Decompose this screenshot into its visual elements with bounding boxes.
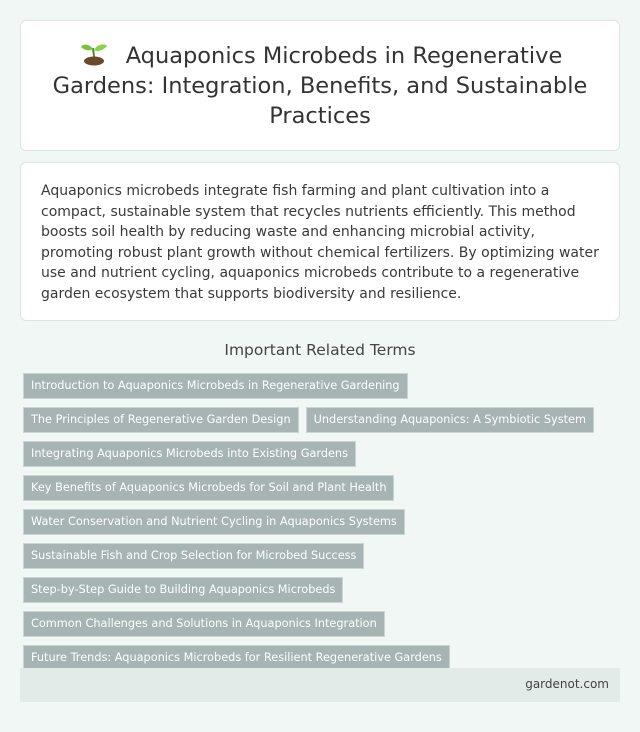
summary-text: Aquaponics microbeds integrate fish farming and plant cultivation into a compact, sustainable system that recycles nutrients efficiently. This method boosts soil health by reducing waste and enhancing microbial activity, promoting robust plant growth without chemical fertilizers. By optimizing water use and nutrient cycling, aquaponics microbeds contribute to a regenerative garden ecosystem that supports biodiversity and resilience. [41, 183, 599, 302]
summary-card [20, 162, 620, 321]
term-tag[interactable]: Water Conservation and Nutrient Cycling in Aquaponics Systems [23, 509, 405, 535]
term-tag[interactable]: Introduction to Aquaponics Microbeds in Regenerative Gardening [23, 373, 408, 399]
site-link[interactable]: gardenot.com [525, 677, 609, 691]
term-tag[interactable]: Step-by-Step Guide to Building Aquaponics Microbeds [23, 577, 343, 603]
term-tag[interactable]: Understanding Aquaponics: A Symbiotic System [306, 407, 594, 433]
related-terms-list [23, 373, 620, 679]
term-tag[interactable]: Sustainable Fish and Crop Selection for Microbed Success [23, 543, 364, 569]
sprout-icon [78, 40, 110, 66]
term-tag[interactable]: The Principles of Regenerative Garden Design [23, 407, 299, 433]
page-title [21, 40, 619, 131]
footer [20, 668, 620, 702]
related-terms-heading: Important Related Terms [224, 341, 416, 359]
term-tag[interactable]: Integrating Aquaponics Microbeds into Existing Gardens [23, 441, 356, 467]
term-tag[interactable]: Common Challenges and Solutions in Aquaponics Integration [23, 611, 385, 637]
term-tag[interactable]: Future Trends: Aquaponics Microbeds for Resilient Regenerative Gardens [23, 645, 450, 671]
title-card [20, 20, 620, 151]
term-tag[interactable]: Key Benefits of Aquaponics Microbeds for Soil and Plant Health [23, 475, 394, 501]
page-title-text: Aquaponics Microbeds in Regenerative Gardens: Integration, Benefits, and Sustainable Practices [52, 43, 588, 129]
